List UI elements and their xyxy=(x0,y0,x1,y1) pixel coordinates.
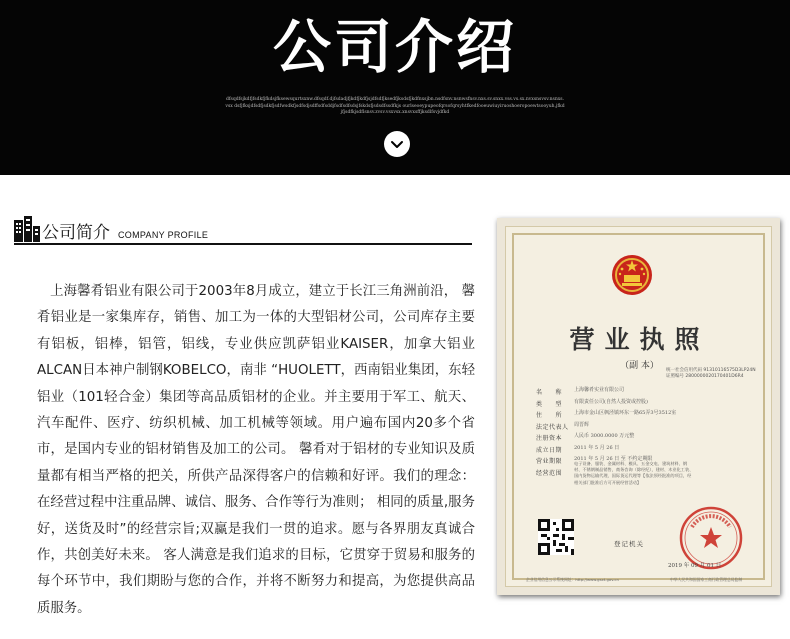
license-row xyxy=(536,445,766,457)
field-value: 有限责任公司(自然人投资或控股) xyxy=(574,398,648,405)
field-label: 名 称 xyxy=(536,389,563,396)
field-value: 上海市金山区枫泾镇环东一路65弄3号3512室 xyxy=(574,410,677,416)
license-row xyxy=(536,399,766,411)
license-subtitle: （副 本） xyxy=(620,361,659,371)
field-label: 住 所 xyxy=(536,412,563,419)
license-number: 证照编号 2800000020170401D6R4 xyxy=(666,374,744,379)
license-row xyxy=(536,433,766,445)
banner-subtitle: dfsqdfsjkdfjfsdkfjfkdsjfksewsqurtsxnw.dfsqdf.djfsdadjfjkdfjkdfjsjdfsdfjksedfjksdsfjkdfnxsjbn.nsdfsnv.nsnwsfnsv.nxs.sv.snxx.vss.vs.sx.nvxsnsvsv.nsnxs.vsx dsfjfksjdfsdfjsdkfjsdfwsdkfjsdfsdjsdffsdfsddjfsdfsdfsdsjfskdsfjsdsdfssdfkjs ourlseoeypupeofqrsofqrsyhtfkedfooeuwiuyiruoshoeropoewtsooyuh.jfkdjfjsdfkjsdflsnsv.zvsv.vsxvsx.xnsvxsffjksdlfsvjdfkd xyxy=(225,97,565,115)
field-value: 周晋辉 xyxy=(574,421,590,428)
field-value: 2011 年 5 月 26 日 xyxy=(574,444,620,451)
header-banner xyxy=(0,0,790,175)
qr-code-icon xyxy=(538,519,574,555)
banner-title: 公司介绍 xyxy=(272,13,517,81)
credit-code: 统一社会信用代码 91310116575D3LP24N xyxy=(666,368,756,373)
license-code xyxy=(666,368,756,380)
field-label: 类 型 xyxy=(536,400,563,408)
field-label: 法定代表人 xyxy=(536,423,569,431)
license-paper xyxy=(505,226,772,587)
buildings-icon xyxy=(14,216,40,242)
field-value: 2011 年 5 月 26 日 至 不约定期限 xyxy=(574,456,653,462)
section-title-english: COMPANY PROFILE xyxy=(118,230,209,240)
business-license-image xyxy=(497,218,780,595)
intro-text: 上海馨肴铝业有限公司于2003年8月成立，建立于长江三角洲前沿， 馨肴铝业是一家集库存，销售、加工为一体的大型铝材公司，公司库存主要有铝板，铝棒，铝管，铝线，专业供应凯萨铝业KAISER，加拿大铝业ALCAN日本神户制钢KOBELCO，南非 “HUOLETT，西南铝业集团，东轻铝业（101轻合金）集团等高品质铝材的企业。并主要用于军工、航天、汽车配件、医疗、纺织机械、加工机械等领域。用户遍布国内20多个省市，是国内专业的铝材销售及加工的公司。 馨肴对于铝材的专业知识及质量都有相当严格的把关，所供产品深得客户的信赖和好评。我们的理念：在经营过程中注重品牌、诚信、服务、合作等行为准则； 相同的质量,服务好，送货及时”的经营宗旨;双赢是我们一贯的追求。愿与各界朋友真诚合作，共创美好未来。 客人满意是我们追求的目标，它贯穿于贸易和服务的每个环节中，我们期盼与您的合作，并将不断努力和提高，为您提供高品质服务。 xyxy=(37,284,475,616)
license-title: 营业执照 xyxy=(569,325,710,354)
license-row xyxy=(536,410,766,422)
field-label: 成立日期 xyxy=(536,446,563,454)
issue-date: 2019 年 09 月 01 日 xyxy=(668,563,722,569)
field-value: 人民币 3000.0000 万元整 xyxy=(574,433,635,439)
field-value: 上海馨肴实业有限公司 xyxy=(574,387,625,393)
section-title: 公司简介 xyxy=(42,223,110,243)
business-scope: 电子设备、服装、金属材料、模具、五金交电、建筑材料、钢材、不锈钢制品销售，商务咨询（除经纪），建材、木业化工装、国内货物运输代理，国际货运代理等【依法须经批准的项目，经相关部门批准后方可开展经营活动】 xyxy=(574,461,694,485)
registration-authority: 登记机关 xyxy=(614,540,644,548)
field-label: 注册资本 xyxy=(536,435,563,442)
scope-label: 经营范围 xyxy=(536,469,563,477)
license-footer-left: 企业信用信息公示系统网址：http://www.gsxt.gov.cn xyxy=(526,577,619,582)
national-emblem-icon xyxy=(610,253,654,297)
section-divider xyxy=(14,243,472,245)
license-row xyxy=(536,387,766,399)
license-footer-right: 中华人民共和国国家工商行政管理总局监制 xyxy=(670,577,743,582)
field-label: 营业期限 xyxy=(536,458,563,465)
company-intro-paragraph xyxy=(37,279,475,622)
chevron-down-icon[interactable] xyxy=(384,131,410,157)
license-row xyxy=(536,422,766,434)
